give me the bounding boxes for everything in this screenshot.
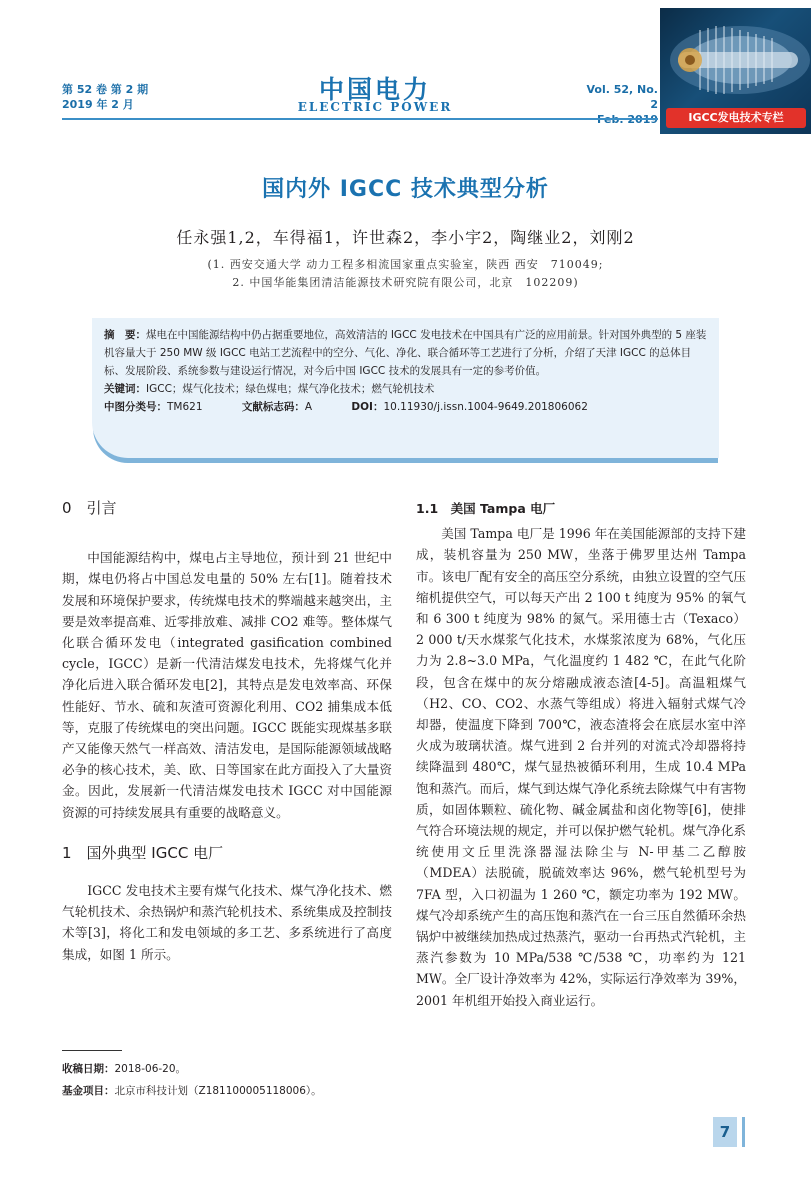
volume-cn: 第 52 卷 第 2 期	[62, 83, 149, 96]
received-label: 收稿日期：	[62, 1063, 115, 1075]
affiliations	[120, 256, 691, 292]
subsection-1-1-heading: 1.1 美国 Tampa 电厂	[416, 501, 556, 516]
doi-label: DOI：	[351, 401, 384, 413]
subsection-1-1-paragraph: 美国 Tampa 电厂是 1996 年在美国能源部的支持下建成，装机容量为 250 MW，坐落于佛罗里达州 Tampa 市。该电厂配有安全的高压空分系统，由独立设置的空气压缩机提供空气，可以每天产出 2 100 t 纯度为 95% 的氧气和 6 300 t 纯度为 98% 的氮气。采用德士古（Texaco）2 000 t/天水煤浆气化技术，水煤浆浓度为 68%，气化压力为 2.8~3.0 MPa，气化温度约 1 482 ℃，在此气化阶段，包含在煤中的灰分熔融成液态渣[4-5]。高温粗煤气（H2、CO、CO2、水蒸气等组成）将进入辐射式煤气冷却器，使温度下降到 700℃，液态渣将会在底层水室中淬火成为玻璃状渣。煤气进到 2 台并列的对流式冷却器将持续降温到 480℃，煤气显热被循环利用，生成 10.4 MPa 饱和蒸汽。而后，煤气到达煤气净化系统去除煤气中有害物质，如固体颗粒、硫化物、碱金属盐和卤化物等[6]，使排气符合环境法规的规定，并可以保护燃气轮机。煤气净化系统使用文丘里洗涤器湿法除尘与 N-甲基二乙醇胺（MDEA）法脱硫，脱硫效率达 96%，燃气轮机型号为 7FA 型，入口初温为 1 260 ℃，额定功率为 192 MW。煤气冷却系统产生的高压饱和蒸汽在一台三压自然循环余热锅炉中被继续加热成过热蒸汽，驱动一台再热式汽轮机，主蒸汽参数为 10 MPa/538 ℃/538 ℃，功率约为 121 MW。全厂设计净效率为 42%，实际运行净效率为 39%，2001 年机组开始投入商业运行。	[416, 526, 746, 1008]
keywords-text: IGCC；煤气化技术；绿色煤电；煤气净化技术；燃气轮机技术	[146, 383, 435, 395]
section-0-paragraph: 中国能源结构中，煤电占主导地位，预计到 21 世纪中期，煤电仍将占中国总发电量的 50% 左右[1]。随着技术发展和环境保护要求，传统煤电技术的弊端越来越突出，主要是效率提高难、近零排放难、减排 CO2 难等。整体煤气化联合循环发电（integrated gasification combined cycle，IGCC）是新一代清洁煤发电技术，先将煤气化并净化后进入联合循环发电[2]，其特点是发电效率高、环保性能好、节水、硫和灰渣可资源化利用、CO2 捕集成本低等，克服了传统煤电的突出问题。IGCC 既能实现煤基多联产又能像天然气一样高效、清洁发电，是国际能源领域战略必争的核心技术，美、欧、日等国家在此方面投入了大量资金。因此，发展新一代清洁煤发电技术 IGCC 对中国能源资源的可持续发展具有重要的战略意义。	[62, 550, 392, 820]
doi-value: 10.11930/j.issn.1004-9649.201806062	[383, 401, 588, 413]
affiliation-2: 2. 中国华能集团清洁能源技术研究院有限公司，北京 102209)	[232, 276, 579, 289]
doc-code-value: A	[304, 401, 313, 413]
keywords	[104, 380, 708, 398]
left-column	[62, 498, 392, 965]
section-0-heading: 0 引言	[62, 499, 117, 517]
clc-item	[104, 401, 203, 413]
footnote	[62, 1058, 392, 1102]
abstract-content	[104, 326, 708, 416]
issue-info-cn	[62, 82, 148, 112]
right-column	[416, 498, 746, 1011]
author-list: 任永强1,2，车得福1，许世森2，李小宇2，陶继业2，刘刚2	[176, 228, 635, 247]
clc-value: TM621	[167, 401, 203, 413]
fund-label: 基金项目：	[62, 1085, 115, 1097]
page-number-accent	[742, 1117, 745, 1147]
classification-row	[104, 398, 708, 416]
section-1-heading: 1 国外典型 IGCC 电厂	[62, 843, 224, 862]
received-date	[62, 1058, 392, 1080]
clc-label: 中图分类号：	[104, 401, 167, 413]
date-cn: 2019 年 2 月	[62, 98, 134, 111]
journal-name-en: ELECTRIC POWER	[297, 100, 453, 114]
keywords-label: 关键词：	[104, 383, 146, 395]
doi-item	[351, 401, 588, 413]
doc-code-item	[242, 401, 312, 413]
received-value: 2018-06-20。	[114, 1063, 187, 1075]
footnote-rule	[62, 1050, 122, 1051]
fund-project	[62, 1080, 392, 1102]
page-number: 7	[713, 1117, 737, 1147]
abstract-text: 煤电在中国能源结构中仍占据重要地位，高效清洁的 IGCC 发电技术在中国具有广泛的应用前景。针对国外典型的 5 座装机容量大于 250 MW 级 IGCC 电站工艺流程中的空分、气化、净化、联合循环等工艺进行了分析，介绍了天津 IGCC 的总体目标、发展阶段、系统参数与建设运行情况，对今后中国 IGCC 技术的发展具有一定的参考价值。	[104, 329, 707, 377]
header-rule	[62, 118, 658, 120]
abstract-label: 摘 要：	[104, 329, 146, 341]
doc-code-label: 文献标志码：	[241, 401, 305, 413]
affiliation-1: (1. 西安交通大学 动力工程多相流国家重点实验室，陕西 西安 710049;	[207, 258, 604, 271]
volume-en: Vol. 52, No. 2	[586, 83, 658, 111]
section-1-paragraph: IGCC 发电技术主要有煤气化技术、煤气净化技术、燃气轮机技术、余热锅炉和蒸汽轮机技术、系统集成及控制技术等[3]，将化工和发电领域的多工艺、多系统进行了高度集成，如图 1 所示。	[62, 883, 392, 962]
column-badge: IGCC发电技术专栏	[666, 108, 806, 128]
turbine-cover-image	[660, 8, 811, 134]
issue-info-en	[578, 82, 658, 127]
abstract	[104, 326, 708, 380]
fund-value: 北京市科技计划（Z181100005118006）。	[114, 1085, 322, 1097]
article-title: 国内外 IGCC 技术典型分析	[262, 177, 549, 202]
journal-name-cn: 中国电力	[318, 75, 431, 104]
